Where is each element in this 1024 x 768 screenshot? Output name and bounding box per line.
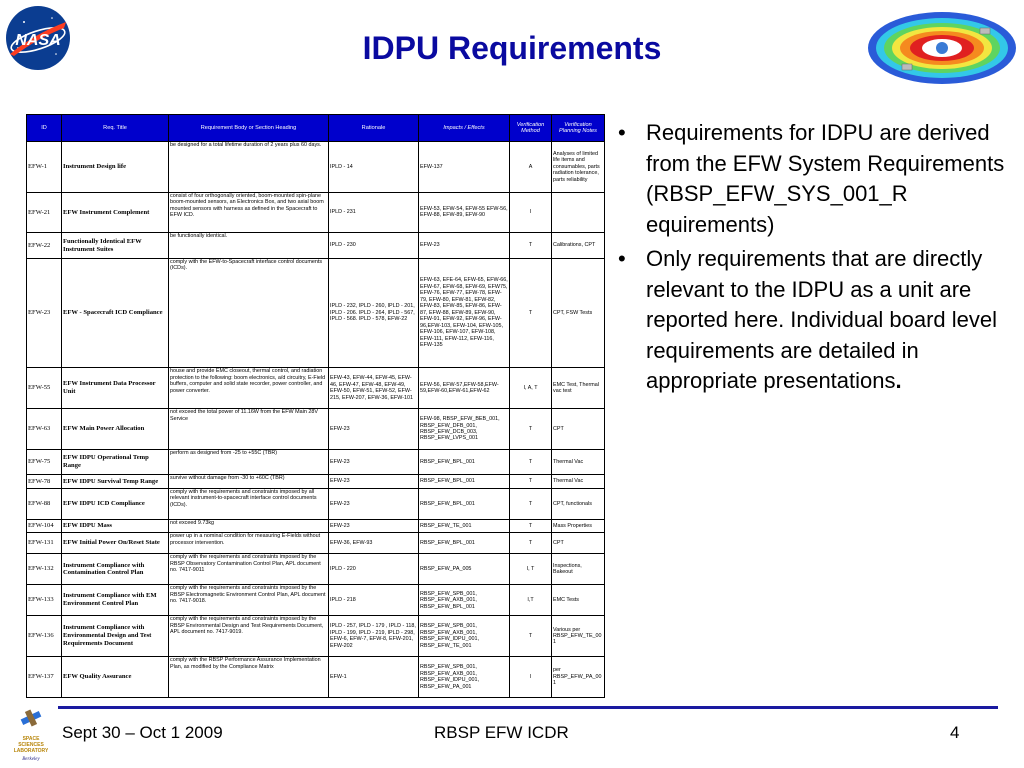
cell-notes: CPT [552,409,605,450]
bullet-item [614,118,1014,240]
cell-method: I [510,192,552,233]
svg-text:SCIENCES: SCIENCES [18,742,44,748]
header-rationale: Rationale [329,115,419,142]
cell-id: EFW-136 [27,616,62,657]
cell-method: A [510,142,552,193]
cell-rationale: EFW-43, EFW-44, EFW-45, EFW-46, EFW-47, EFW-48, EFW-49, EFW-50, EFW-51, EFW-52, EFW-215, EFW-207, EFW-36, EFW-101 [329,368,419,409]
page-number: 4 [950,723,960,742]
cell-method: T [510,233,552,258]
table-row [27,368,605,409]
cell-rationale: IPLD - 257, IPLD - 179 , IPLD - 118, IPLD - 199, IPLD - 219, IPLD - 298, EFW-6, EFW-7, EFW-8, EFW-201, EFW-202 [329,616,419,657]
cell-impacts: RBSP_EFW_SPB_001, RBSP_EFW_AXB_001, RBSP_EFW_IDPU_001, RBSP_EFW_TE_001 [419,616,510,657]
bullet-period: . [895,368,902,393]
cell-rationale: IPLD - 231 [329,192,419,233]
cell-notes: CPT, functionals [552,488,605,519]
cell-title: EFW Initial Power On/Reset State [62,533,169,554]
cell-body: comply with the requirements and constraints imposed by the RBSP Observatory Contamination Control Plan, APL document no. 7417-9011 [169,554,329,585]
header-body: Requirement Body or Section Heading [169,115,329,142]
cell-impacts: RBSP_EFW_SPB_001, RBSP_EFW_AXB_001, RBSP_EFW_BPL_001 [419,585,510,616]
cell-rationale: EFW-23 [329,488,419,519]
cell-title: EFW IDPU ICD Compliance [62,488,169,519]
table-row [27,475,605,488]
space-sciences-lab-logo [14,706,48,766]
cell-id: EFW-131 [27,533,62,554]
cell-notes: Mass Properties [552,519,605,532]
footer-divider [58,706,998,709]
table-row [27,616,605,657]
svg-text:SPACE: SPACE [22,736,40,742]
cell-impacts: EFW-137 [419,142,510,193]
cell-id: EFW-104 [27,519,62,532]
cell-notes [552,192,605,233]
cell-notes: CPT, FSW Tests [552,258,605,368]
bullet-dot: • [618,120,626,145]
cell-body: not exceed 9.73kg [169,519,329,532]
cell-method: T [510,258,552,368]
header-impacts: Impacts / Effects [419,115,510,142]
cell-impacts: RBSP_EFW_PA_005 [419,554,510,585]
header-title: Req. Title [62,115,169,142]
cell-title: EFW IDPU Operational Temp Range [62,449,169,474]
cell-title: Instrument Compliance with Contamination Control Plan [62,554,169,585]
cell-method: T [510,616,552,657]
cell-id: EFW-75 [27,449,62,474]
cell-rationale: EFW-1 [329,657,419,698]
cell-body: perform as designed from -25 to +55C (TBR) [169,449,329,474]
cell-method: I, A, T [510,368,552,409]
cell-title: Instrument Design life [62,142,169,193]
cell-body: comply with the requirements and constraints imposed by all relevant instrument-to-spacecraft interface control documents (ICDs). [169,488,329,519]
cell-impacts: EFW-23 [419,233,510,258]
cell-title: Instrument Compliance with Environmental Design and Test Requirements Document [62,616,169,657]
cell-impacts: RBSP_EFW_SPB_001, RBSP_EFW_AXB_001, RBSP_EFW_IDPU_001, RBSP_EFW_PA_001 [419,657,510,698]
requirements-table [26,114,605,698]
cell-notes: per RBSP_EFW_PA_001 [552,657,605,698]
cell-id: EFW-22 [27,233,62,258]
cell-body: comply with the requirements and constraints imposed by the RBSP Environmental Design and Test Requirements Document, APL document no. 7417-9019. [169,616,329,657]
header-notes: Verification Planning Notes [552,115,605,142]
bullet-text: Requirements for IDPU are derived from the EFW System Requirements (RBSP_EFW_SYS_001_R equirements) [646,120,1005,237]
bullet-dot: • [618,246,626,271]
cell-title: EFW Main Power Allocation [62,409,169,450]
table-row [27,233,605,258]
table-row [27,258,605,368]
cell-body: survive without damage from -30 to +60C (TBR) [169,475,329,488]
cell-body: be designed for a total lifetime duration of 2 years plus 60 days. [169,142,329,193]
cell-title: EFW IDPU Mass [62,519,169,532]
cell-rationale: EFW-23 [329,519,419,532]
cell-method: T [510,409,552,450]
cell-body: not exceed the total power of 11.16W from the EFW Main 28V Service [169,409,329,450]
cell-title: EFW IDPU Survival Temp Range [62,475,169,488]
svg-text:NASA: NASA [15,32,61,49]
cell-title: Instrument Compliance with EM Environment Control Plan [62,585,169,616]
table-row [27,488,605,519]
cell-impacts: RBSP_EFW_BPL_001 [419,475,510,488]
cell-method: T [510,488,552,519]
cell-impacts: EFW-63, EFE-64, EFW-65, EFW-66, EFW-67, EFW-68, EFW-69, EFW75, EFW-76, EFW-77, EFW-78, EFW-79, EFW-80, EFW-81, EFW-82, EFW-83, EFW-85, EFW-86, EFW-87, EFW-88, EFW-89, EFW-90, EFW-91, EFW-92, EFW-96, EFW-96,EFW-103, EFW-104, EFW-105, EFW-106, EFW-107, EFW-108, EFW-111, EFW-112, EFW-116, EFW-135 [419,258,510,368]
cell-id: EFW-88 [27,488,62,519]
cell-rationale: IPLD - 230 [329,233,419,258]
cell-method: T [510,519,552,532]
cell-rationale: EFW-23 [329,409,419,450]
cell-title: EFW Instrument Complement [62,192,169,233]
cell-notes: Calibrations, CPT [552,233,605,258]
cell-impacts: RBSP_EFW_BPL_001 [419,533,510,554]
table-row [27,409,605,450]
cell-title: Functionally Identical EFW Instrument Suites [62,233,169,258]
cell-notes: EMC Test, Thermal vac test [552,368,605,409]
table-row [27,533,605,554]
cell-notes: CPT [552,533,605,554]
table-row [27,192,605,233]
cell-rationale: IPLD - 14 [329,142,419,193]
cell-notes: EMC Tests [552,585,605,616]
cell-impacts: EFW-56, EFW-57,EFW-58,EFW-59,EFW-60,EFW-61,EFW-62 [419,368,510,409]
cell-id: EFW-137 [27,657,62,698]
cell-title: EFW Instrument Data Processor Unit [62,368,169,409]
table-row [27,554,605,585]
table-row [27,519,605,532]
cell-body: be functionally identical. [169,233,329,258]
svg-text:Berkeley: Berkeley [22,757,40,762]
cell-method: I, T [510,554,552,585]
cell-method: I [510,657,552,698]
cell-title: EFW - Spacecraft ICD Compliance [62,258,169,368]
cell-body: comply with the RBSP Performance Assurance Implementation Plan, as modified by the Compliance Matrix [169,657,329,698]
cell-body: power up in a nominal condition for measuring E-Fields without processor intervention. [169,533,329,554]
cell-id: EFW-1 [27,142,62,193]
cell-notes: Thermal Vac [552,449,605,474]
cell-impacts: RBSP_EFW_TE_001 [419,519,510,532]
cell-rationale: EFW-23 [329,449,419,474]
cell-rationale: EFW-23 [329,475,419,488]
cell-notes: Inspections, Bakeout [552,554,605,585]
cell-id: EFW-132 [27,554,62,585]
table-row [27,657,605,698]
cell-method: T [510,533,552,554]
cell-id: EFW-78 [27,475,62,488]
cell-method: T [510,449,552,474]
bullet-text: Only requirements that are directly relevant to the IDPU as a unit are reported here. Individual board level requirements are detailed in appropriate presentations [646,246,998,393]
cell-notes: Analyses of limited life items and consumables, parts radiation tolerance, parts reliability [552,142,605,193]
cell-method: T [510,475,552,488]
header-id: ID [27,115,62,142]
cell-notes: Various per RBSP_EFW_TE_001 [552,616,605,657]
cell-impacts: EFW-98, RBSP_EFW_BEB_001, RBSP_EFW_DFB_001, RBSP_EFW_DCB_003, RBSP_EFW_LVPS_001 [419,409,510,450]
cell-id: EFW-23 [27,258,62,368]
footer-center-title: RBSP EFW ICDR [434,723,569,742]
cell-rationale: IPLD - 220 [329,554,419,585]
cell-method: I,T [510,585,552,616]
table-row [27,449,605,474]
slide-title: IDPU Requirements [362,30,662,66]
cell-id: EFW-55 [27,368,62,409]
cell-impacts: EFW-53, EFW-54, EFW-55 EFW-56, EFW-88, EFW-89, EFW-90 [419,192,510,233]
cell-title: EFW Quality Assurance [62,657,169,698]
footer-date: Sept 30 – Oct 1 2009 [62,723,223,742]
bullet-list [614,118,1014,401]
svg-text:LABORATORY: LABORATORY [14,748,48,754]
cell-body: consist of four orthogonally oriented, boom-mounted spin-plane boom-mounted sensors, an Electronics Box, and two axial boom mounted sensors with harness as defined in the Spacecraft to EFW ICD. [169,192,329,233]
cell-id: EFW-21 [27,192,62,233]
bullet-item [614,244,1014,397]
cell-id: EFW-133 [27,585,62,616]
cell-notes: Thermal Vac [552,475,605,488]
cell-rationale: EFW-36, EFW-93 [329,533,419,554]
cell-rationale: IPLD - 218 [329,585,419,616]
cell-rationale: IPLD - 232, IPLD - 260, IPLD - 201, IPLD - 206. IPLD - 264, IPLD - 567, IPLD - 568. IPLD - 578, EFW-22 [329,258,419,368]
table-header-row [27,115,605,142]
cell-impacts: RBSP_EFW_BPL_001 [419,449,510,474]
table-row [27,142,605,193]
cell-impacts: RBSP_EFW_BPL_001 [419,488,510,519]
cell-body: comply with the requirements and constraints imposed by the RBSP Electromagnetic Environment Control Plan, APL document no. 7417-9018. [169,585,329,616]
requirements-table-container [26,114,604,698]
header-method: Verification Method [510,115,552,142]
cell-body: house and provide EMC closeout, thermal control, and radiation protection to the following: boom electronics, a/d circuitry, E-Field buffers, computer and solid state recorder, power controller, and power converter. [169,368,329,409]
cell-id: EFW-63 [27,409,62,450]
cell-body: comply with the EFW-to-Spacecraft interface control documents (ICDs). [169,258,329,368]
table-row [27,585,605,616]
